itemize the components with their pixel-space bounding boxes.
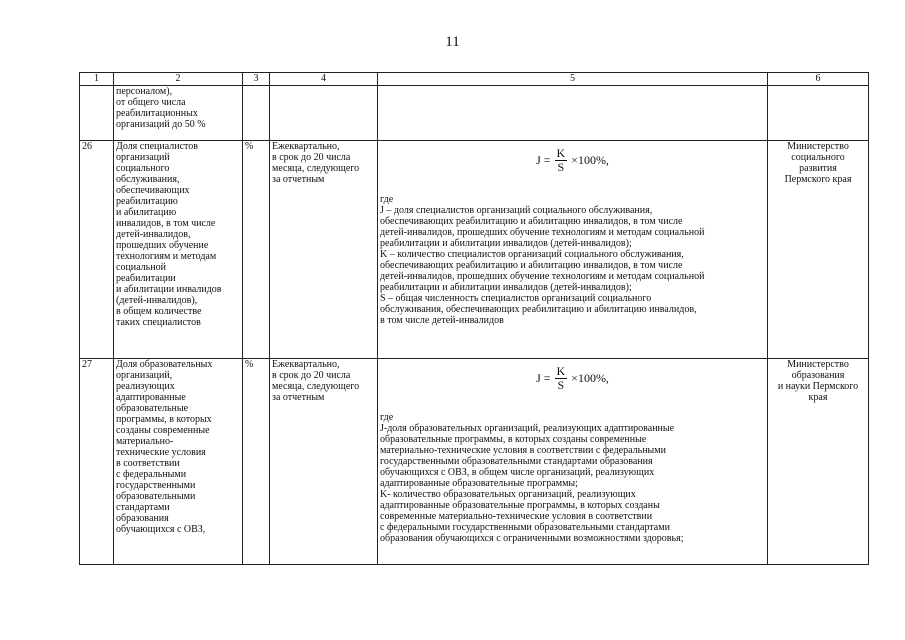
text-line: реабилитации и абилитации инвалидов (детей-инвалидов); bbox=[380, 282, 632, 293]
responsible-cell bbox=[768, 86, 869, 141]
text-line: таких специалистов bbox=[116, 317, 201, 328]
method-cell bbox=[378, 359, 768, 565]
text-line: адаптированные bbox=[116, 392, 186, 403]
text-line: обеспечивающих bbox=[116, 185, 190, 196]
text-line: месяца, следующего bbox=[272, 381, 360, 392]
text-line: образования обучающихся с ограниченными возможностями здоровья; bbox=[380, 533, 684, 544]
text-line: созданы современные bbox=[116, 425, 210, 436]
text-line: за отчетным bbox=[272, 174, 325, 185]
text-line: (детей-инвалидов), bbox=[116, 295, 198, 306]
text-line: детей-инвалидов, прошедших обучение технологиям и методам социальной bbox=[380, 271, 705, 282]
indicator-table bbox=[79, 72, 869, 565]
text-line: и науки Пермского bbox=[777, 381, 859, 392]
text-line: технологиям и методам bbox=[116, 251, 217, 262]
text-line: за отчетным bbox=[272, 392, 325, 403]
formula-left: J = bbox=[536, 153, 551, 167]
text-line: S – общая численность специалистов организаций социального bbox=[380, 293, 652, 304]
text-line: реабилитационных bbox=[116, 108, 198, 119]
fraction-numerator: K bbox=[556, 364, 566, 378]
formula bbox=[380, 365, 765, 392]
text-line: государственными образовательными стандартами образования bbox=[380, 456, 653, 467]
fraction-denominator: S bbox=[557, 160, 565, 174]
period-cell bbox=[270, 141, 378, 359]
unit-cell: % bbox=[243, 359, 270, 565]
num-cell: 26 bbox=[80, 141, 114, 359]
text-line: адаптированные образовательные программы, в которых созданы bbox=[380, 500, 660, 511]
text-line: детей-инвалидов, bbox=[116, 229, 191, 240]
header-cell: 2 bbox=[114, 73, 243, 86]
text-line: Доля специалистов bbox=[116, 141, 198, 152]
text-line: социальной bbox=[116, 262, 166, 273]
text-line: обеспечивающих реабилитацию и абилитацию инвалидов, в том числе bbox=[380, 260, 683, 271]
text-line: в срок до 20 числа bbox=[272, 370, 351, 381]
text-line: образовательные программы, в которых созданы современные bbox=[380, 434, 647, 445]
method-cell bbox=[378, 141, 768, 359]
text-line: материально-технические условия в соответствии с федеральными bbox=[380, 445, 666, 456]
text-line: организаций до 50 % bbox=[116, 119, 206, 130]
text-line: где bbox=[380, 194, 394, 205]
header-cell: 3 bbox=[243, 73, 270, 86]
text-line: адаптированные образовательные программы; bbox=[380, 478, 578, 489]
text-line: от общего числа bbox=[116, 97, 186, 108]
header-cell: 6 bbox=[768, 73, 869, 86]
header-row bbox=[80, 73, 869, 86]
text-line: образования bbox=[116, 513, 169, 524]
text-line: Министерство bbox=[787, 359, 849, 370]
page-number: 11 bbox=[445, 34, 460, 50]
text-line: образовательными bbox=[116, 491, 196, 502]
fraction-numerator: K bbox=[556, 146, 566, 160]
text-line: Пермского края bbox=[784, 174, 852, 185]
text-line: стандартами bbox=[116, 502, 170, 513]
text-line: K – количество специалистов организаций социального обслуживания, bbox=[380, 249, 684, 260]
text-line: J – доля специалистов организаций социального обслуживания, bbox=[380, 205, 653, 216]
num-cell: 27 bbox=[80, 359, 114, 565]
fraction-denominator: S bbox=[557, 378, 565, 392]
formula-left: J = bbox=[536, 371, 551, 385]
method-cell bbox=[378, 86, 768, 141]
text-line: персоналом), bbox=[116, 86, 173, 97]
text-line: Доля образовательных bbox=[116, 359, 213, 370]
text-line: социального bbox=[116, 163, 170, 174]
text-line: обслуживания, обеспечивающих реабилитацию и абилитацию инвалидов, bbox=[380, 304, 697, 315]
unit-cell: % bbox=[243, 141, 270, 359]
text-line: J-доля образовательных организаций, реализующих адаптированные bbox=[380, 423, 675, 434]
definitions bbox=[380, 412, 765, 544]
fraction bbox=[555, 147, 568, 174]
text-line: прошедших обучение bbox=[116, 240, 209, 251]
text-line: обслуживания, bbox=[116, 174, 180, 185]
period-cell bbox=[270, 86, 378, 141]
unit-cell bbox=[243, 86, 270, 141]
responsible-cell bbox=[768, 359, 869, 565]
text-line: где bbox=[380, 412, 394, 423]
text-line: Ежеквартально, bbox=[272, 359, 340, 370]
text-line: реабилитации и абилитации инвалидов (детей-инвалидов); bbox=[380, 238, 632, 249]
period-cell bbox=[270, 359, 378, 565]
text-line: обеспечивающих реабилитацию и абилитацию инвалидов, в том числе bbox=[380, 216, 683, 227]
header-cell: 1 bbox=[80, 73, 114, 86]
text-line: образовательные bbox=[116, 403, 189, 414]
formula-right: ×100%, bbox=[571, 371, 609, 385]
text-line: детей-инвалидов, прошедших обучение технологиям и методам социальной bbox=[380, 227, 705, 238]
text-line: развития bbox=[799, 163, 837, 174]
text-line: технические условия bbox=[116, 447, 206, 458]
text-line: в срок до 20 числа bbox=[272, 152, 351, 163]
text-line: обучающихся с ОВЗ, bbox=[116, 524, 206, 535]
num-cell bbox=[80, 86, 114, 141]
text-line: и абилитации инвалидов bbox=[116, 284, 222, 295]
name-cell bbox=[114, 141, 243, 359]
text-line: обучающихся с ОВЗ, в общем числе организаций, реализующих bbox=[380, 467, 655, 478]
table-row bbox=[80, 141, 869, 359]
text-line: реализующих bbox=[116, 381, 175, 392]
header-cell: 4 bbox=[270, 73, 378, 86]
text-line: месяца, следующего bbox=[272, 163, 360, 174]
text-line: государственными bbox=[116, 480, 196, 491]
text-line: организаций bbox=[116, 152, 170, 163]
text-line: современные материально-технические условия в соответствии bbox=[380, 511, 653, 522]
text-line: образования bbox=[791, 370, 845, 381]
text-line: в соответствии bbox=[116, 458, 180, 469]
continuation-row bbox=[80, 86, 869, 141]
header-cell: 5 bbox=[378, 73, 768, 86]
name-cell bbox=[114, 359, 243, 565]
text-line: в том числе детей-инвалидов bbox=[380, 315, 504, 326]
name-cell bbox=[114, 86, 243, 141]
text-line: социального bbox=[791, 152, 845, 163]
fraction bbox=[555, 365, 568, 392]
text-line: реабилитацию bbox=[116, 196, 178, 207]
text-line: инвалидов, в том числе bbox=[116, 218, 216, 229]
text-line: в общем количестве bbox=[116, 306, 202, 317]
text-line: с федеральными государственными образовательными стандартами bbox=[380, 522, 670, 533]
text-line: K- количество образовательных организаций, реализующих bbox=[380, 489, 636, 500]
formula bbox=[380, 147, 765, 174]
text-line: материально- bbox=[116, 436, 174, 447]
text-line: реабилитации bbox=[116, 273, 176, 284]
text-line: организаций, bbox=[116, 370, 173, 381]
text-line: Ежеквартально, bbox=[272, 141, 340, 152]
text-line: Министерство bbox=[787, 141, 849, 152]
definitions bbox=[380, 194, 765, 326]
table-row bbox=[80, 359, 869, 565]
text-line: и абилитацию bbox=[116, 207, 177, 218]
text-line: программы, в которых bbox=[116, 414, 212, 425]
formula-right: ×100%, bbox=[571, 153, 609, 167]
text-line: края bbox=[808, 392, 828, 403]
text-line: с федеральными bbox=[116, 469, 187, 480]
responsible-cell bbox=[768, 141, 869, 359]
